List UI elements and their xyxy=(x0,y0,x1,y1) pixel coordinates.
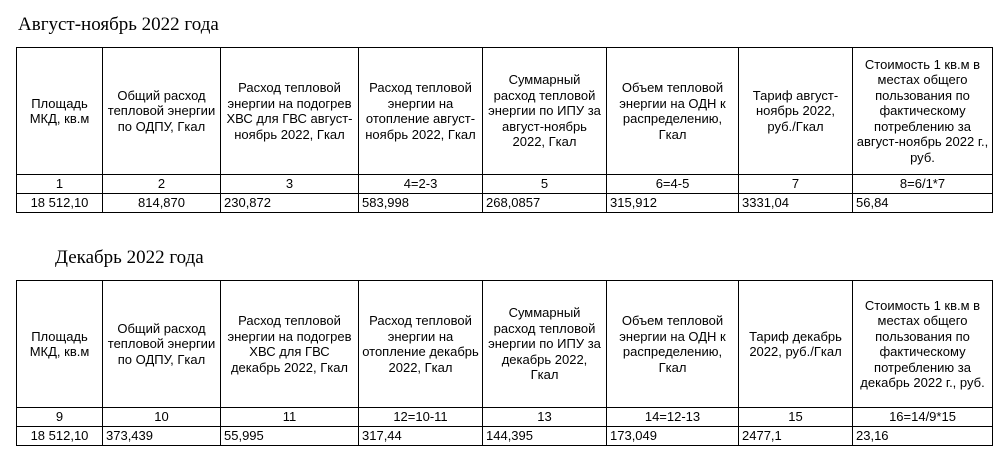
header-cell: Суммарный расход тепловой энергии по ИПУ за август-ноябрь 2022, Гкал xyxy=(483,48,607,175)
header-cell: Стоимость 1 кв.м в местах общего пользования по фактическому потреблению за декабрь 2022 г., руб. xyxy=(853,281,993,408)
column-number: 13 xyxy=(483,408,607,427)
column-number: 11 xyxy=(221,408,359,427)
value-cell: 315,912 xyxy=(607,194,739,213)
header-cell: Тариф декабрь 2022, руб./Гкал xyxy=(739,281,853,408)
column-number: 9 xyxy=(17,408,103,427)
column-number-row xyxy=(17,408,993,427)
header-cell: Объем тепловой энергии на ОДН к распределению, Гкал xyxy=(607,281,739,408)
column-number: 4=2-3 xyxy=(359,175,483,194)
value-cell: 18 512,10 xyxy=(17,194,103,213)
column-number-row xyxy=(17,175,993,194)
column-number: 7 xyxy=(739,175,853,194)
value-cell: 230,872 xyxy=(221,194,359,213)
column-number: 14=12-13 xyxy=(607,408,739,427)
column-number: 12=10-11 xyxy=(359,408,483,427)
header-cell: Общий расход тепловой энергии по ОДПУ, Гкал xyxy=(103,281,221,408)
value-cell: 56,84 xyxy=(853,194,993,213)
value-cell: 317,44 xyxy=(359,427,483,446)
header-cell: Суммарный расход тепловой энергии по ИПУ за декабрь 2022, Гкал xyxy=(483,281,607,408)
value-cell: 583,998 xyxy=(359,194,483,213)
header-cell: Объем тепловой энергии на ОДН к распределению, Гкал xyxy=(607,48,739,175)
column-number: 8=6/1*7 xyxy=(853,175,993,194)
header-cell: Тариф август-ноябрь 2022, руб./Гкал xyxy=(739,48,853,175)
heat-cost-table-december xyxy=(16,280,993,446)
values-row xyxy=(17,427,993,446)
section-title-aug-nov: Август-ноябрь 2022 года xyxy=(18,14,219,35)
header-cell: Расход тепловой энергии на подогрев ХВС для ГВС декабрь 2022, Гкал xyxy=(221,281,359,408)
header-cell: Площадь МКД, кв.м xyxy=(17,281,103,408)
header-cell: Общий расход тепловой энергии по ОДПУ, Гкал xyxy=(103,48,221,175)
value-cell: 373,439 xyxy=(103,427,221,446)
table-header-row xyxy=(17,281,993,408)
header-cell: Расход тепловой энергии на отопление декабрь 2022, Гкал xyxy=(359,281,483,408)
value-cell: 2477,1 xyxy=(739,427,853,446)
column-number: 10 xyxy=(103,408,221,427)
value-cell: 173,049 xyxy=(607,427,739,446)
table-header-row xyxy=(17,48,993,175)
header-cell: Расход тепловой энергии на отопление август-ноябрь 2022, Гкал xyxy=(359,48,483,175)
column-number: 3 xyxy=(221,175,359,194)
column-number: 5 xyxy=(483,175,607,194)
column-number: 1 xyxy=(17,175,103,194)
values-row xyxy=(17,194,993,213)
value-cell: 268,0857 xyxy=(483,194,607,213)
section-title-december: Декабрь 2022 года xyxy=(55,247,204,268)
column-number: 15 xyxy=(739,408,853,427)
column-number: 16=14/9*15 xyxy=(853,408,993,427)
value-cell: 55,995 xyxy=(221,427,359,446)
header-cell: Расход тепловой энергии на подогрев ХВС для ГВС август-ноябрь 2022, Гкал xyxy=(221,48,359,175)
column-number: 2 xyxy=(103,175,221,194)
header-cell: Площадь МКД, кв.м xyxy=(17,48,103,175)
value-cell: 3331,04 xyxy=(739,194,853,213)
heat-cost-table-aug-nov xyxy=(16,47,993,213)
value-cell: 23,16 xyxy=(853,427,993,446)
value-cell: 18 512,10 xyxy=(17,427,103,446)
header-cell: Стоимость 1 кв.м в местах общего пользования по фактическому потреблению за август-ноябрь 2022 г., руб. xyxy=(853,48,993,175)
column-number: 6=4-5 xyxy=(607,175,739,194)
value-cell: 144,395 xyxy=(483,427,607,446)
value-cell: 814,870 xyxy=(103,194,221,213)
